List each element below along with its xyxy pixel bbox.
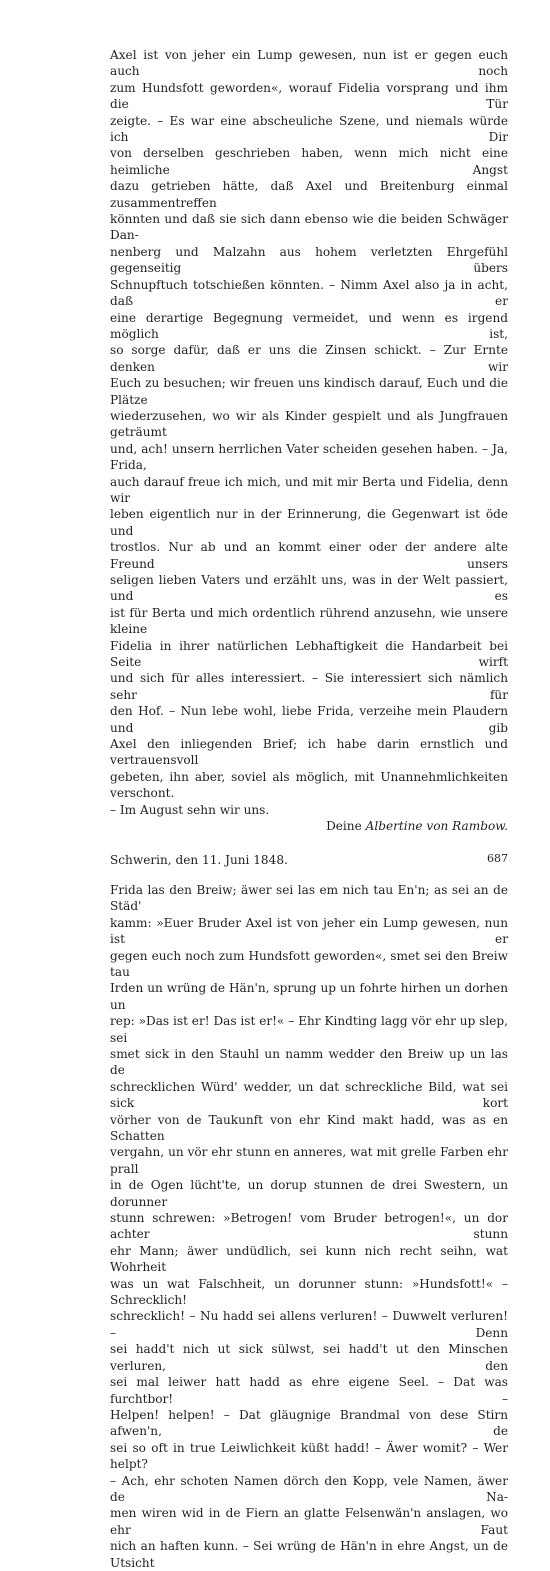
text-line: ist für Berta und mich ordentlich rührend anzusehn, wie unsere kleine [110, 605, 508, 637]
text-line: Schnupftuch totschießen könnten. – Nimm Axel also ja in acht, daß er [110, 277, 508, 309]
text-line: vergahn, un vör ehr stunn en anneres, wat mit grelle Farben ehr prall [110, 1145, 508, 1176]
text-line: ehr Mann; äwer undüdlich, sei kunn nich recht seihn, wat Wohrheit [110, 1243, 508, 1275]
text-line: Axel ist von jeher ein Lump gewesen, nun ist er gegen euch auch noch [110, 48, 508, 79]
text-line: sei hadd't nich ut sick sülwst, sei hadd't ut den Minschen verluren, den [110, 1342, 508, 1373]
text-line: stunn schrewen: »Betrogen! vom Bruder betrogen!«, un dor achter stunn [110, 1211, 508, 1242]
page-body [110, 47, 508, 1571]
text-line: Axel den inliegenden Brief; ich habe darin ernstlich und vertrauensvoll [110, 737, 508, 768]
text-line: seligen lieben Vaters und erzählt uns, was in der Welt passiert, und es [110, 573, 508, 604]
text-line: trostlos. Nur ab und an kommt einer oder der andere alte Freund unsers [110, 540, 508, 571]
text-line: was un wat Falschheit, un dorunner stunn: »Hundsfott!« – Schrecklich! [110, 1276, 508, 1308]
text-line: rep: »Das ist er! Das ist er!« – Ehr Kindting lagg vör ehr up slep, sei [110, 1014, 508, 1045]
dateline: Schwerin, den 11. Juni 1848. [110, 852, 288, 867]
text-line: Helpen! helpen! – Dat gläugnige Brandmal von dese Stirn afwen'n, de [110, 1407, 508, 1439]
text-line: Euch zu besuchen; wir freuen uns kindisch darauf, Euch und die Plätze [110, 376, 508, 407]
text-line: Frida las den Breiw; äwer sei las em nich tau En'n; as sei an de Städ' [110, 882, 508, 914]
text-line: Fidelia in ihrer natürlichen Lebhaftigkeit die Handarbeit bei Seite wirft [110, 638, 508, 670]
text-line: und sich für alles interessiert. – Sie interessiert sich nämlich sehr für [110, 671, 508, 702]
text-line: nenberg und Malzahn aus hohem verletzten Ehrgefühl gegenseitig übers [110, 244, 508, 276]
text-line: smet sick in den Stauhl un namm wedder den Breiw up un las de [110, 1046, 508, 1078]
text-line: Irden un wrüng de Hän'n, sprung up un fohrte hirhen un dorhen un [110, 981, 508, 1012]
text-line: sei mal leiwer hatt hadd as ehre eigene Seel. – Dat was furchtbor! – [110, 1375, 508, 1406]
text-line: schrecklich! – Nu hadd sei allens verluren! – Duwwelt verluren! – Denn [110, 1309, 508, 1340]
text-line: den Hof. – Nun lebe wohl, liebe Frida, verzeihe mein Plaudern und gib [110, 704, 508, 735]
text-line: zeigte. – Es war eine abscheuliche Szene, und niemals würde ich Dir [110, 113, 508, 145]
text-line: von derselben geschrieben haben, wenn mich nicht eine heimliche Angst [110, 146, 508, 177]
text-line: – Ach, ehr schoten Namen dörch den Kopp, vele Namen, äwer de Na- [110, 1473, 508, 1504]
text-line: so sorge dafür, daß er uns die Zinsen schickt. – Zur Ernte denken wir [110, 343, 508, 374]
text-line: – Im August sehn wir uns. [110, 802, 270, 817]
text-line: dazu getrieben hätte, daß Axel und Breitenburg einmal zusammentreffen [110, 179, 508, 210]
text-line: kamm: »Euer Bruder Axel ist von jeher ein Lump gewesen, nun ist er [110, 915, 508, 947]
text-line: nich an haften kunn. – Sei wrüng de Hän'n in ehre Angst, un de Utsicht [110, 1539, 508, 1570]
text-line: und, ach! unsern herrlichen Vater scheiden gesehen haben. – Ja, Frida, [110, 441, 508, 473]
text-line: wiederzusehen, wo wir als Kinder gespielt und als Jungfrauen geträumt [110, 408, 508, 440]
letter-signature [110, 818, 508, 834]
page-number: 687 [487, 852, 508, 865]
narrative-text [110, 882, 508, 1571]
letter-text [110, 47, 508, 835]
signature-name: Albertine von Rambow. [365, 819, 508, 834]
text-line: schrecklichen Würd' wedder, un dat schreckliche Bild, wat sei sick kort [110, 1079, 508, 1111]
text-line: gebeten, ihn aber, soviel als möglich, mit Unannehmlichkeiten verschont. [110, 769, 508, 801]
signature-closing: Deine [326, 819, 362, 834]
text-line: leben eigentlich nur in der Erinnerung, die Gegenwart ist öde und [110, 507, 508, 538]
text-line: sei so oft in true Leiwlichkeit küßt hadd! – Äwer womit? – Wer helpt? [110, 1440, 508, 1472]
text-line: vörher von de Taukunft von ehr Kind makt hadd, was as en Schatten [110, 1112, 508, 1143]
text-line: men wiren wid in de Fiern an glatte Felsenwän'n anslagen, wo ehr Faut [110, 1506, 508, 1537]
text-line: könnten und daß sie sich dann ebenso wie die beiden Schwäger Dan- [110, 212, 508, 243]
text-line: zum Hundsfott geworden«, worauf Fidelia vorsprang und ihm die Tür [110, 80, 508, 112]
text-line: in de Ogen lücht'te, un dorup stunnen de drei Swestern, un dorunner [110, 1178, 508, 1209]
text-line: auch darauf freue ich mich, und mit mir Berta und Fidelia, denn wir [110, 474, 508, 505]
text-line: eine derartige Begegnung vermeidet, und wenn es irgend möglich ist, [110, 310, 508, 341]
text-line: gegen euch noch zum Hundsfott geworden«, smet sei den Breiw tau [110, 948, 508, 979]
